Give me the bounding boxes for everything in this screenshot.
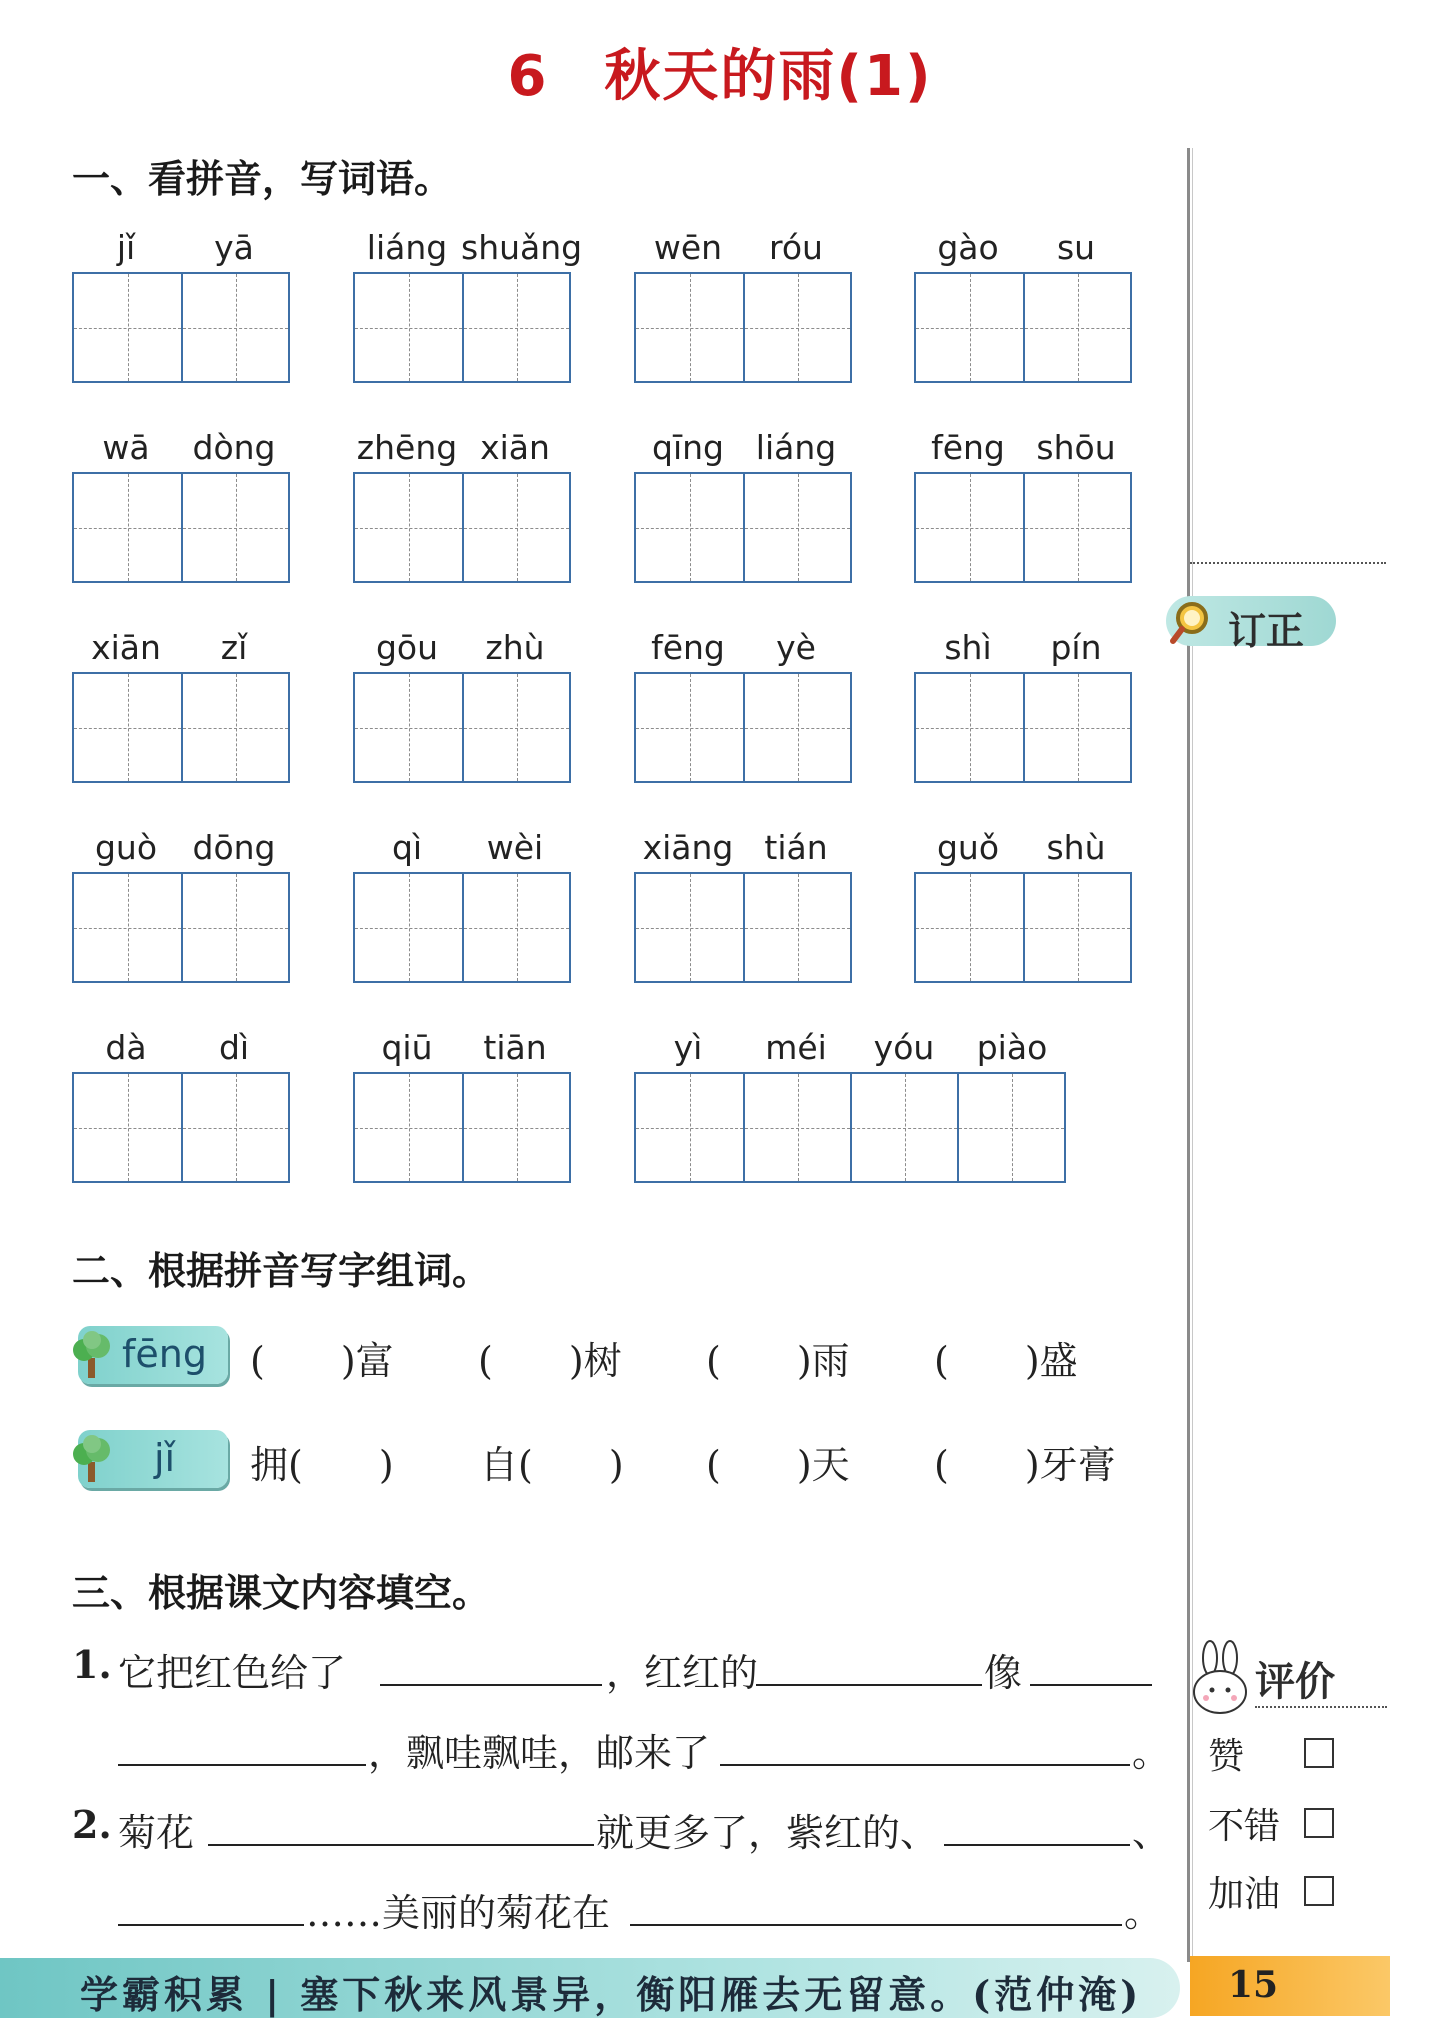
writing-cell[interactable] (916, 474, 1023, 581)
pinyin-row (634, 1028, 1066, 1072)
pinyin-row (72, 228, 288, 272)
eval-item-keep-going: 加油 (1208, 1874, 1281, 1915)
writing-cell[interactable] (1023, 474, 1130, 581)
fill-item[interactable]: ( )天 (706, 1443, 850, 1487)
writing-cell[interactable] (462, 474, 569, 581)
pinyin-syllable: zhēng (356, 428, 458, 467)
writing-cell[interactable] (743, 474, 850, 581)
writing-cell[interactable] (1023, 274, 1130, 381)
pinyin-row (914, 628, 1130, 672)
pinyin-syllable: dòng (192, 428, 276, 467)
magnifier-icon (1170, 598, 1216, 644)
question-number: 2. (72, 1802, 112, 1847)
answer-blank[interactable] (208, 1844, 594, 1846)
pinyin-row (353, 828, 569, 872)
section2-title: 二、根据拼音写字组词。 (72, 1249, 491, 1293)
writing-grid (72, 272, 290, 383)
writing-cell[interactable] (74, 274, 181, 381)
writing-cell[interactable] (355, 1074, 462, 1181)
writing-cell[interactable] (74, 1074, 181, 1181)
pinyin-row (634, 628, 850, 672)
writing-grid (634, 672, 852, 783)
writing-cell[interactable] (462, 874, 569, 981)
question-end: 。 (1132, 1731, 1171, 1775)
pinyin-syllable: wèi (486, 828, 544, 867)
pinyin-syllable: xiān (91, 628, 161, 667)
pinyin-syllable: dì (218, 1028, 250, 1067)
pinyin-row (72, 628, 288, 672)
writing-cell[interactable] (636, 474, 743, 581)
writing-grid (634, 472, 852, 583)
eval-item-praise: 赞 (1208, 1736, 1245, 1777)
fill-item[interactable]: ( )盛 (934, 1339, 1078, 1383)
writing-grid (72, 1072, 290, 1183)
writing-cell[interactable] (916, 874, 1023, 981)
pinyin-syllable: guò (94, 828, 158, 867)
writing-cell[interactable] (355, 874, 462, 981)
pinyin-syllable: dōng (192, 828, 276, 867)
question-text: 像 (984, 1651, 1023, 1695)
fill-item[interactable]: 自( ) (480, 1443, 624, 1487)
correction-label (1166, 596, 1336, 653)
answer-blank[interactable] (756, 1684, 982, 1686)
writing-grid (353, 872, 571, 983)
pinyin-row (353, 428, 569, 472)
pinyin-syllable: gōu (375, 628, 439, 667)
pinyin-syllable: shōu (1036, 428, 1116, 467)
writing-cell[interactable] (355, 274, 462, 381)
pinyin-row (914, 228, 1130, 272)
writing-grid (72, 872, 290, 983)
pinyin-row (353, 628, 569, 672)
writing-grid (634, 872, 852, 983)
pinyin-row (914, 428, 1130, 472)
writing-cell[interactable] (957, 1074, 1064, 1181)
question-text: ，飘哇飘哇，邮来了 (368, 1731, 711, 1775)
writing-cell[interactable] (355, 474, 462, 581)
pinyin-row (353, 1028, 569, 1072)
pinyin-row (634, 228, 850, 272)
section3-title: 三、根据课文内容填空。 (72, 1571, 491, 1615)
pinyin-syllable: gào (937, 228, 999, 267)
writing-cell[interactable] (636, 274, 743, 381)
pinyin-syllable: yóu (873, 1028, 935, 1067)
pinyin-syllable: xiāng (642, 828, 734, 867)
page-title (0, 32, 1440, 112)
question-text: 就更多了，紫红的、 (596, 1811, 939, 1855)
pinyin-syllable: liáng (366, 228, 448, 267)
pinyin-syllable: zhù (485, 628, 545, 667)
writing-grid (914, 872, 1132, 983)
pinyin-syllable: xiān (480, 428, 550, 467)
answer-blank[interactable] (380, 1684, 602, 1686)
question-text: 、 (1132, 1811, 1171, 1855)
writing-grid (353, 472, 571, 583)
rabbit-icon (1188, 1640, 1254, 1716)
writing-cell[interactable] (916, 274, 1023, 381)
sidebar-divider (1190, 562, 1386, 564)
page-number: 15 (1228, 1964, 1279, 2006)
pinyin-syllable: fēng (931, 428, 1005, 467)
answer-blank[interactable] (630, 1924, 1122, 1926)
writing-grid (353, 1072, 571, 1183)
writing-cell[interactable] (1023, 674, 1130, 781)
correction-text: 订正 (1228, 609, 1305, 653)
writing-grid (634, 1072, 1066, 1183)
writing-grid (914, 672, 1132, 783)
question-text: ，红红的 (606, 1651, 759, 1695)
writing-grid (914, 472, 1132, 583)
fill-item[interactable]: 拥( ) (250, 1443, 394, 1487)
tree-icon (70, 1434, 114, 1484)
question-text: ……美丽的菊花在 (306, 1891, 611, 1935)
evaluation-title: 评价 (1255, 1659, 1335, 1705)
pinyin-syllable: su (1056, 228, 1096, 267)
writing-cell[interactable] (462, 674, 569, 781)
eval-checkbox[interactable] (1304, 1876, 1334, 1906)
eval-divider (1255, 1706, 1387, 1708)
writing-cell[interactable] (355, 674, 462, 781)
writing-cell[interactable] (743, 874, 850, 981)
answer-blank[interactable] (944, 1844, 1130, 1846)
pinyin-syllable: yā (214, 228, 254, 267)
question-number: 1. (72, 1642, 112, 1687)
answer-blank[interactable] (1030, 1684, 1152, 1686)
pinyin-syllable: yè (776, 628, 816, 667)
writing-cell[interactable] (636, 874, 743, 981)
writing-cell[interactable] (850, 1074, 957, 1181)
lesson-title: 秋天的雨(1) (604, 44, 933, 109)
lesson-number: 6 (507, 44, 549, 109)
writing-grid (72, 472, 290, 583)
page-number-badge (1190, 1956, 1390, 2016)
footer-banner (0, 1958, 1180, 2018)
pinyin-syllable: shì (944, 628, 992, 667)
writing-cell[interactable] (636, 1074, 743, 1181)
fill-item[interactable]: ( )富 (250, 1339, 394, 1383)
pinyin-syllable: tián (764, 828, 828, 867)
fill-item[interactable]: ( )雨 (706, 1339, 850, 1383)
question-end: 。 (1124, 1891, 1163, 1935)
pinyin-syllable: zǐ (220, 628, 248, 667)
writing-cell[interactable] (181, 1074, 288, 1181)
tag-pinyin: fēng (122, 1332, 207, 1376)
pinyin-syllable: dà (105, 1028, 147, 1067)
writing-cell[interactable] (743, 1074, 850, 1181)
pinyin-row (72, 1028, 288, 1072)
fill-item[interactable]: ( )树 (478, 1339, 622, 1383)
writing-cell[interactable] (74, 474, 181, 581)
tree-icon (70, 1330, 114, 1380)
pinyin-syllable: jǐ (116, 228, 136, 267)
pinyin-row (914, 828, 1130, 872)
footer-quote: 学霸积累 | 塞下秋来风景异，衡阳雁去无留意。(范仲淹) (80, 1972, 1143, 2017)
tag-pinyin: jǐ (154, 1436, 176, 1480)
pinyin-syllable: qiū (381, 1028, 433, 1067)
eval-item-good: 不错 (1208, 1806, 1281, 1847)
question-text: 它把红色给了 (118, 1651, 347, 1695)
writing-cell[interactable] (743, 274, 850, 381)
pinyin-syllable: róu (769, 228, 823, 267)
pinyin-row (634, 828, 850, 872)
pinyin-syllable: piào (976, 1028, 1048, 1067)
pinyin-syllable: shù (1046, 828, 1106, 867)
writing-grid (914, 272, 1132, 383)
pinyin-syllable: qīng (652, 428, 724, 467)
writing-cell[interactable] (636, 674, 743, 781)
pinyin-tag-feng (78, 1326, 228, 1384)
pinyin-syllable: fēng (651, 628, 725, 667)
pinyin-syllable: qì (391, 828, 423, 867)
pinyin-row (72, 828, 288, 872)
pinyin-row (72, 428, 288, 472)
writing-cell[interactable] (462, 1074, 569, 1181)
answer-blank[interactable] (720, 1764, 1130, 1766)
pinyin-row (634, 428, 850, 472)
pinyin-syllable: wā (102, 428, 150, 467)
pinyin-syllable: liáng (755, 428, 837, 467)
pinyin-syllable: pín (1050, 628, 1102, 667)
eval-checkbox[interactable] (1304, 1738, 1334, 1768)
writing-grid (634, 272, 852, 383)
answer-blank[interactable] (118, 1924, 304, 1926)
writing-grid (353, 272, 571, 383)
pinyin-syllable: shuǎng (461, 228, 583, 267)
writing-cell[interactable] (74, 874, 181, 981)
fill-item[interactable]: ( )牙膏 (934, 1443, 1116, 1487)
section1-title: 一、看拼音，写词语。 (72, 157, 453, 201)
pinyin-tag-ji (78, 1430, 228, 1488)
writing-cell[interactable] (462, 274, 569, 381)
writing-cell[interactable] (181, 874, 288, 981)
writing-grid (353, 672, 571, 783)
answer-blank[interactable] (118, 1764, 366, 1766)
writing-cell[interactable] (743, 674, 850, 781)
pinyin-syllable: yì (673, 1028, 703, 1067)
writing-cell[interactable] (74, 674, 181, 781)
writing-grid (72, 672, 290, 783)
writing-cell[interactable] (1023, 874, 1130, 981)
writing-cell[interactable] (181, 674, 288, 781)
writing-cell[interactable] (181, 474, 288, 581)
writing-cell[interactable] (916, 674, 1023, 781)
pinyin-syllable: guǒ (936, 828, 1000, 867)
pinyin-syllable: tiān (483, 1028, 547, 1067)
pinyin-syllable: méi (765, 1028, 827, 1067)
writing-cell[interactable] (181, 274, 288, 381)
eval-checkbox[interactable] (1304, 1808, 1334, 1838)
pinyin-syllable: wēn (653, 228, 723, 267)
pinyin-row (353, 228, 583, 272)
question-text: 菊花 (118, 1811, 195, 1855)
